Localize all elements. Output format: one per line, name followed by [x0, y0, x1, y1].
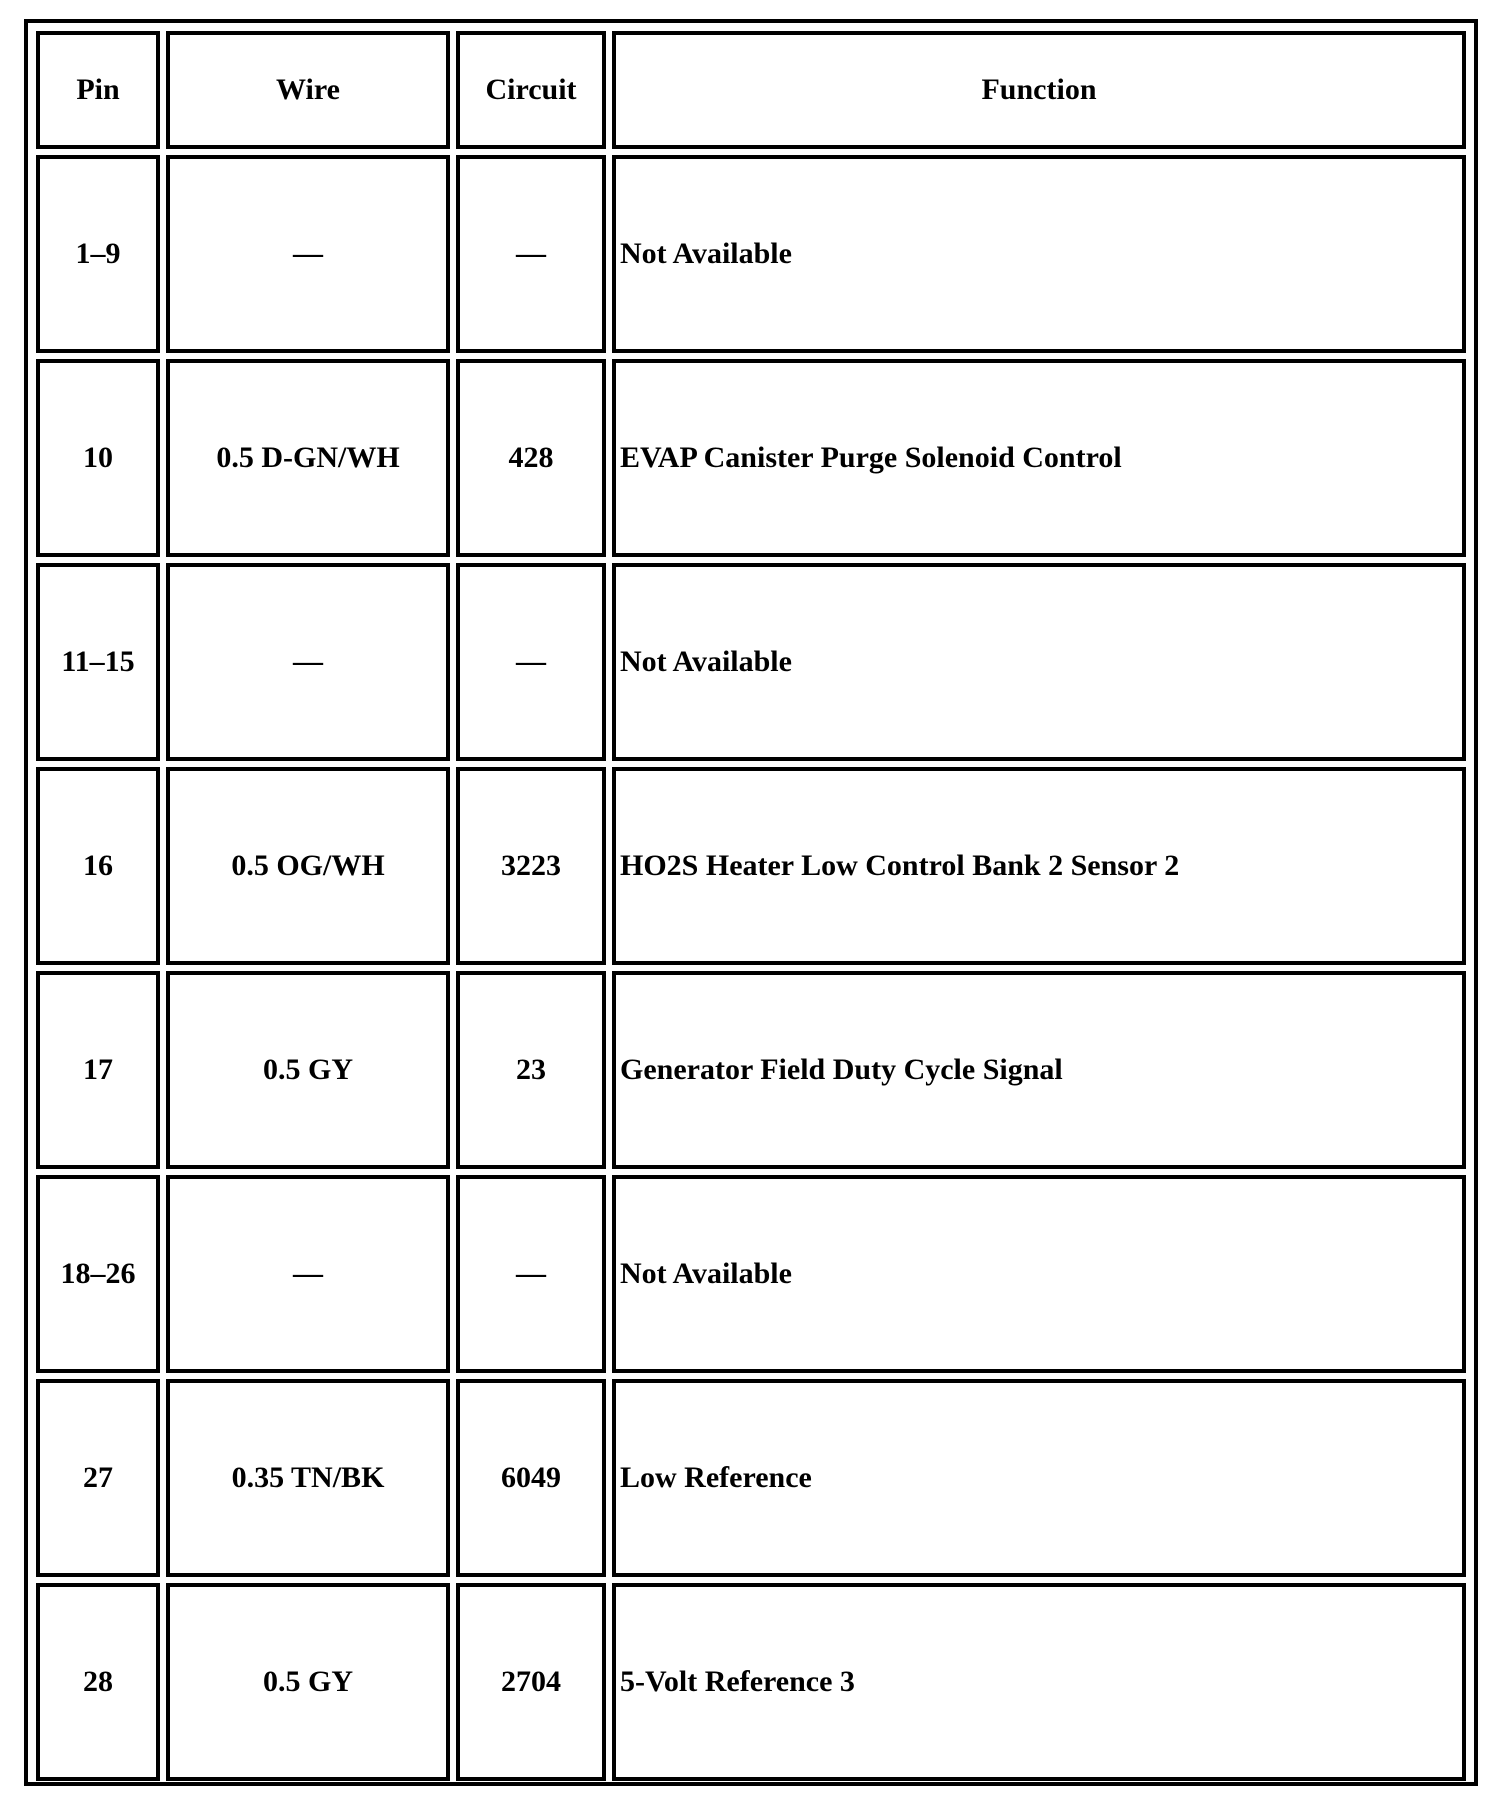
circuit-cell: 3223 [456, 767, 606, 965]
function-cell: HO2S Heater Low Control Bank 2 Sensor 2 [612, 767, 1466, 965]
pin-cell: 11–15 [36, 563, 160, 761]
pin-cell: 1–9 [36, 155, 160, 353]
circuit-cell: 6049 [456, 1379, 606, 1577]
table-row [36, 1379, 1466, 1577]
wire-cell: — [166, 155, 450, 353]
pin-cell: 16 [36, 767, 160, 965]
table-header-row [36, 31, 1466, 149]
wire-cell: — [166, 1175, 450, 1373]
header-wire: Wire [166, 31, 450, 149]
wire-cell: 0.5 OG/WH [166, 767, 450, 965]
circuit-cell: — [456, 1175, 606, 1373]
circuit-cell: — [456, 155, 606, 353]
pin-cell: 28 [36, 1583, 160, 1781]
circuit-cell: — [456, 563, 606, 761]
function-cell: Low Reference [612, 1379, 1466, 1577]
function-cell: Not Available [612, 563, 1466, 761]
table-row [36, 563, 1466, 761]
table-row [36, 767, 1466, 965]
header-function: Function [612, 31, 1466, 149]
table-row [36, 359, 1466, 557]
table-row [36, 155, 1466, 353]
wire-cell: — [166, 563, 450, 761]
function-cell: EVAP Canister Purge Solenoid Control [612, 359, 1466, 557]
header-circuit: Circuit [456, 31, 606, 149]
pin-cell: 17 [36, 971, 160, 1169]
pin-cell: 27 [36, 1379, 160, 1577]
function-cell: Not Available [612, 155, 1466, 353]
wire-cell: 0.5 D-GN/WH [166, 359, 450, 557]
circuit-cell: 23 [456, 971, 606, 1169]
wire-cell: 0.5 GY [166, 971, 450, 1169]
pin-cell: 10 [36, 359, 160, 557]
connector-pinout-table [30, 25, 1472, 1787]
table-row [36, 971, 1466, 1169]
pin-cell: 18–26 [36, 1175, 160, 1373]
table-row [36, 1583, 1466, 1781]
wire-cell: 0.5 GY [166, 1583, 450, 1781]
function-cell: Generator Field Duty Cycle Signal [612, 971, 1466, 1169]
table-row [36, 1175, 1466, 1373]
connector-pinout-table-frame [24, 19, 1478, 1786]
function-cell: 5-Volt Reference 3 [612, 1583, 1466, 1781]
function-cell: Not Available [612, 1175, 1466, 1373]
circuit-cell: 2704 [456, 1583, 606, 1781]
wire-cell: 0.35 TN/BK [166, 1379, 450, 1577]
circuit-cell: 428 [456, 359, 606, 557]
header-pin: Pin [36, 31, 160, 149]
